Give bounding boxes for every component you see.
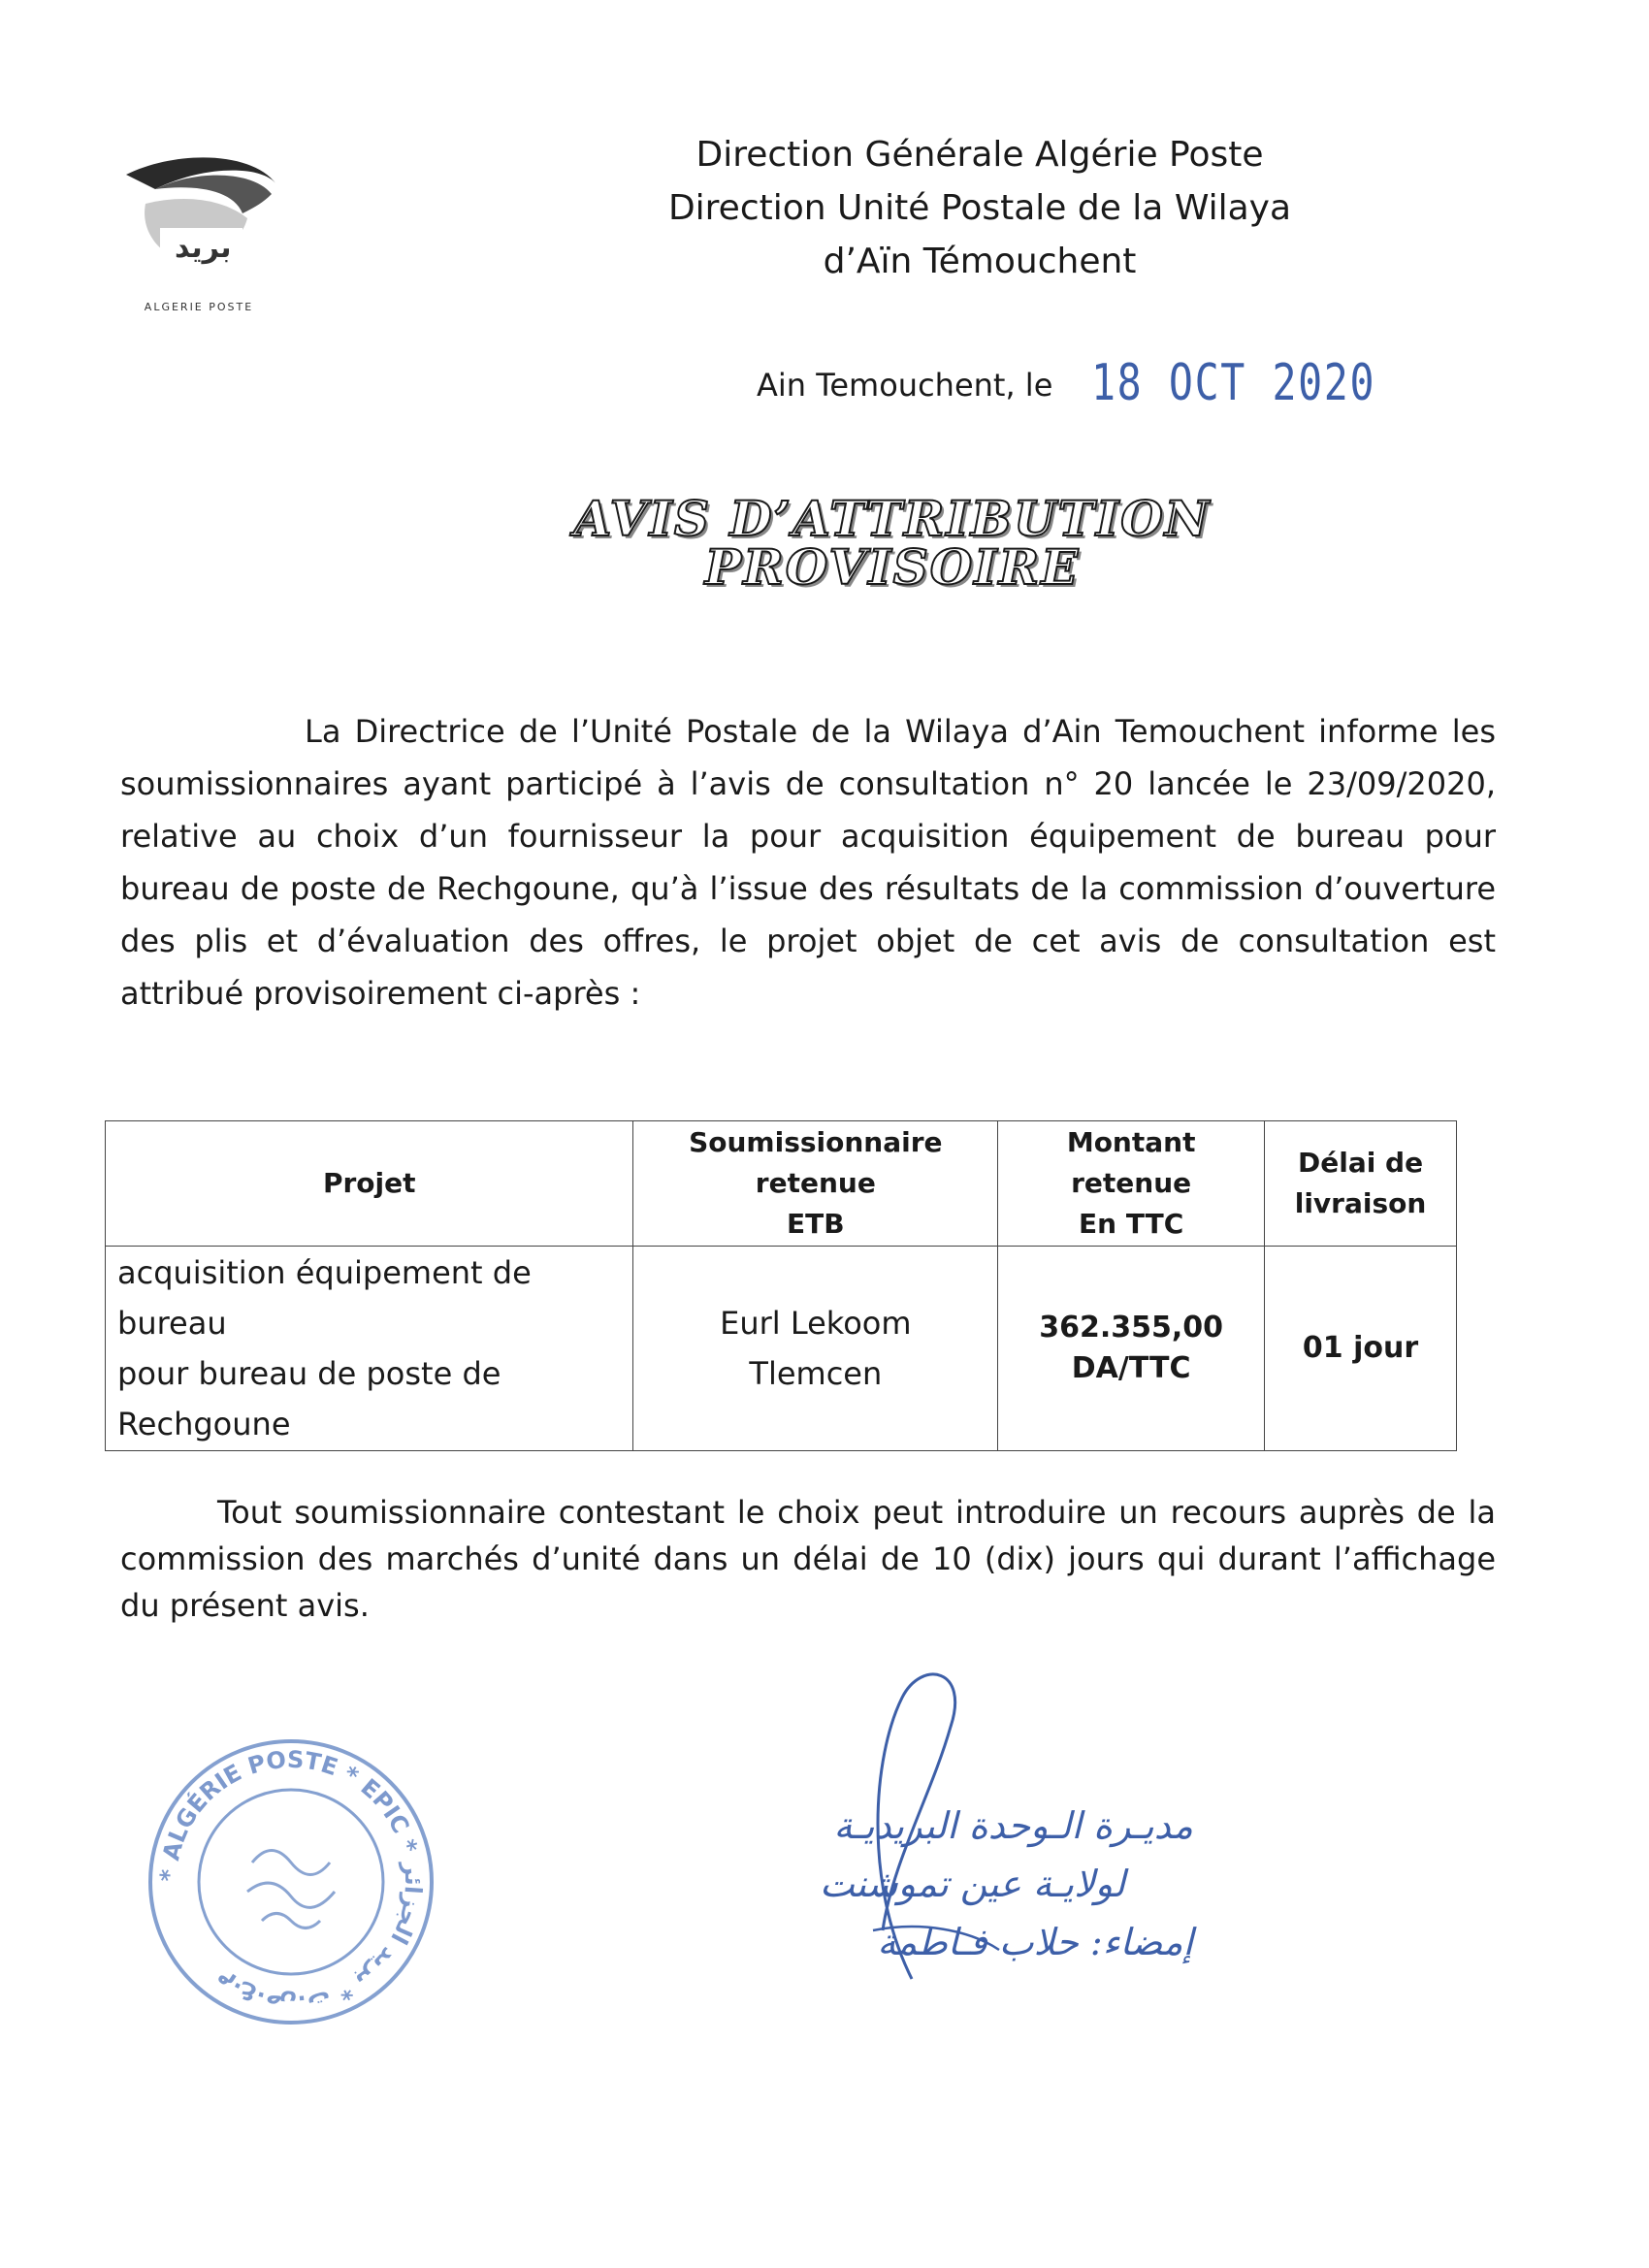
seal-stamp-icon <box>146 1736 436 2027</box>
award-table <box>105 1120 1457 1451</box>
table-header-row <box>106 1121 1457 1247</box>
signature-line-1: مديـرة الـوحدة البريديـة <box>833 1804 1193 1847</box>
table-row <box>106 1247 1457 1451</box>
date-place: Ain Temouchent, le <box>757 367 1053 404</box>
header-montant-l3: En TTC <box>1079 1208 1184 1240</box>
header-montant-l2: retenue <box>1071 1167 1192 1199</box>
cell-soumissionnaire <box>633 1247 998 1451</box>
cell-projet-l3: Rechgoune <box>117 1406 291 1442</box>
header-delai-l2: livraison <box>1294 1187 1427 1219</box>
header-delai-l1: Délai de <box>1297 1147 1424 1179</box>
signature-line-2: لولايـة عين تموشنت <box>820 1863 1125 1905</box>
svg-text:* ALGÉRIE POSTE * EPIC * م.ع.ص <box>155 1746 427 2019</box>
signature-block <box>747 1639 1212 1989</box>
header-montant-l1: Montant <box>1066 1126 1196 1158</box>
header-line-1: Direction Générale Algérie Poste <box>695 135 1264 175</box>
cell-delai: 01 jour <box>1265 1247 1457 1451</box>
header-line-3: d’Aïn Témouchent <box>823 242 1137 281</box>
cell-projet <box>106 1247 633 1451</box>
logo-caption: ALGERIE POSTE <box>144 301 254 313</box>
title-line-2: PROVISOIRE <box>704 538 1081 596</box>
cell-projet-l2: pour bureau de poste de <box>117 1355 501 1392</box>
seal-ring-text: * ALGÉRIE POSTE * EPIC * م.ع.ص.ت * بريد الجزائر <box>154 1745 428 2019</box>
document-title <box>427 490 1358 596</box>
header-soumissionnaire <box>633 1121 998 1247</box>
cell-montant <box>998 1247 1265 1451</box>
cell-projet-l1: acquisition équipement de bureau <box>117 1254 532 1342</box>
official-seal <box>146 1736 436 2027</box>
cell-soumissionnaire-l2: Tlemcen <box>749 1355 883 1392</box>
logo-swoosh-icon <box>116 146 281 291</box>
header-soumissionnaire-l2: retenue <box>755 1167 876 1199</box>
cell-montant-l1: 362.355,00 <box>1039 1311 1224 1345</box>
header-montant <box>998 1121 1265 1247</box>
algerie-poste-logo <box>116 146 281 315</box>
title-line-1: AVIS D’ATTRIBUTION <box>573 490 1212 547</box>
intro-paragraph: La Directrice de l’Unité Postale de la Wilaya d’Ain Temouchent informe les soumissionnaires ayant participé à l’avis de consultation n° 20 lancée le 23/09/2020, relative au choix d’un fournisseur la pour acquisition équipement de bureau pour bureau de poste de Rechgoune, qu’à l’issue des résultats de la commission d’ouverture des plis et d’évaluation des offres, le projet objet de cet avis de consultation est attribué provisoirement ci-après : <box>120 713 1496 1012</box>
cell-soumissionnaire-l1: Eurl Lekoom <box>720 1305 912 1342</box>
header-line-2: Direction Unité Postale de la Wilaya <box>667 188 1292 228</box>
header-soumissionnaire-l1: Soumissionnaire <box>689 1126 943 1158</box>
date-stamp: 18 OCT 2020 <box>1091 354 1376 412</box>
header-delai <box>1265 1121 1457 1247</box>
header-projet: Projet <box>106 1121 633 1247</box>
signature-line-3: إمضاء: حلاب فـاطمة <box>877 1921 1193 1963</box>
closing-paragraph: Tout soumissionnaire contestant le choix peut introduire un recours auprès de la commission des marchés d’unité dans un délai de 10 (dix) jours qui durant l’affichage du présent avis. <box>120 1494 1496 1624</box>
header-soumissionnaire-l3: ETB <box>787 1208 845 1240</box>
svg-text:بريد: بريد <box>175 231 232 265</box>
issuing-authority <box>621 128 1339 288</box>
cell-montant-l2: DA/TTC <box>1071 1351 1191 1385</box>
